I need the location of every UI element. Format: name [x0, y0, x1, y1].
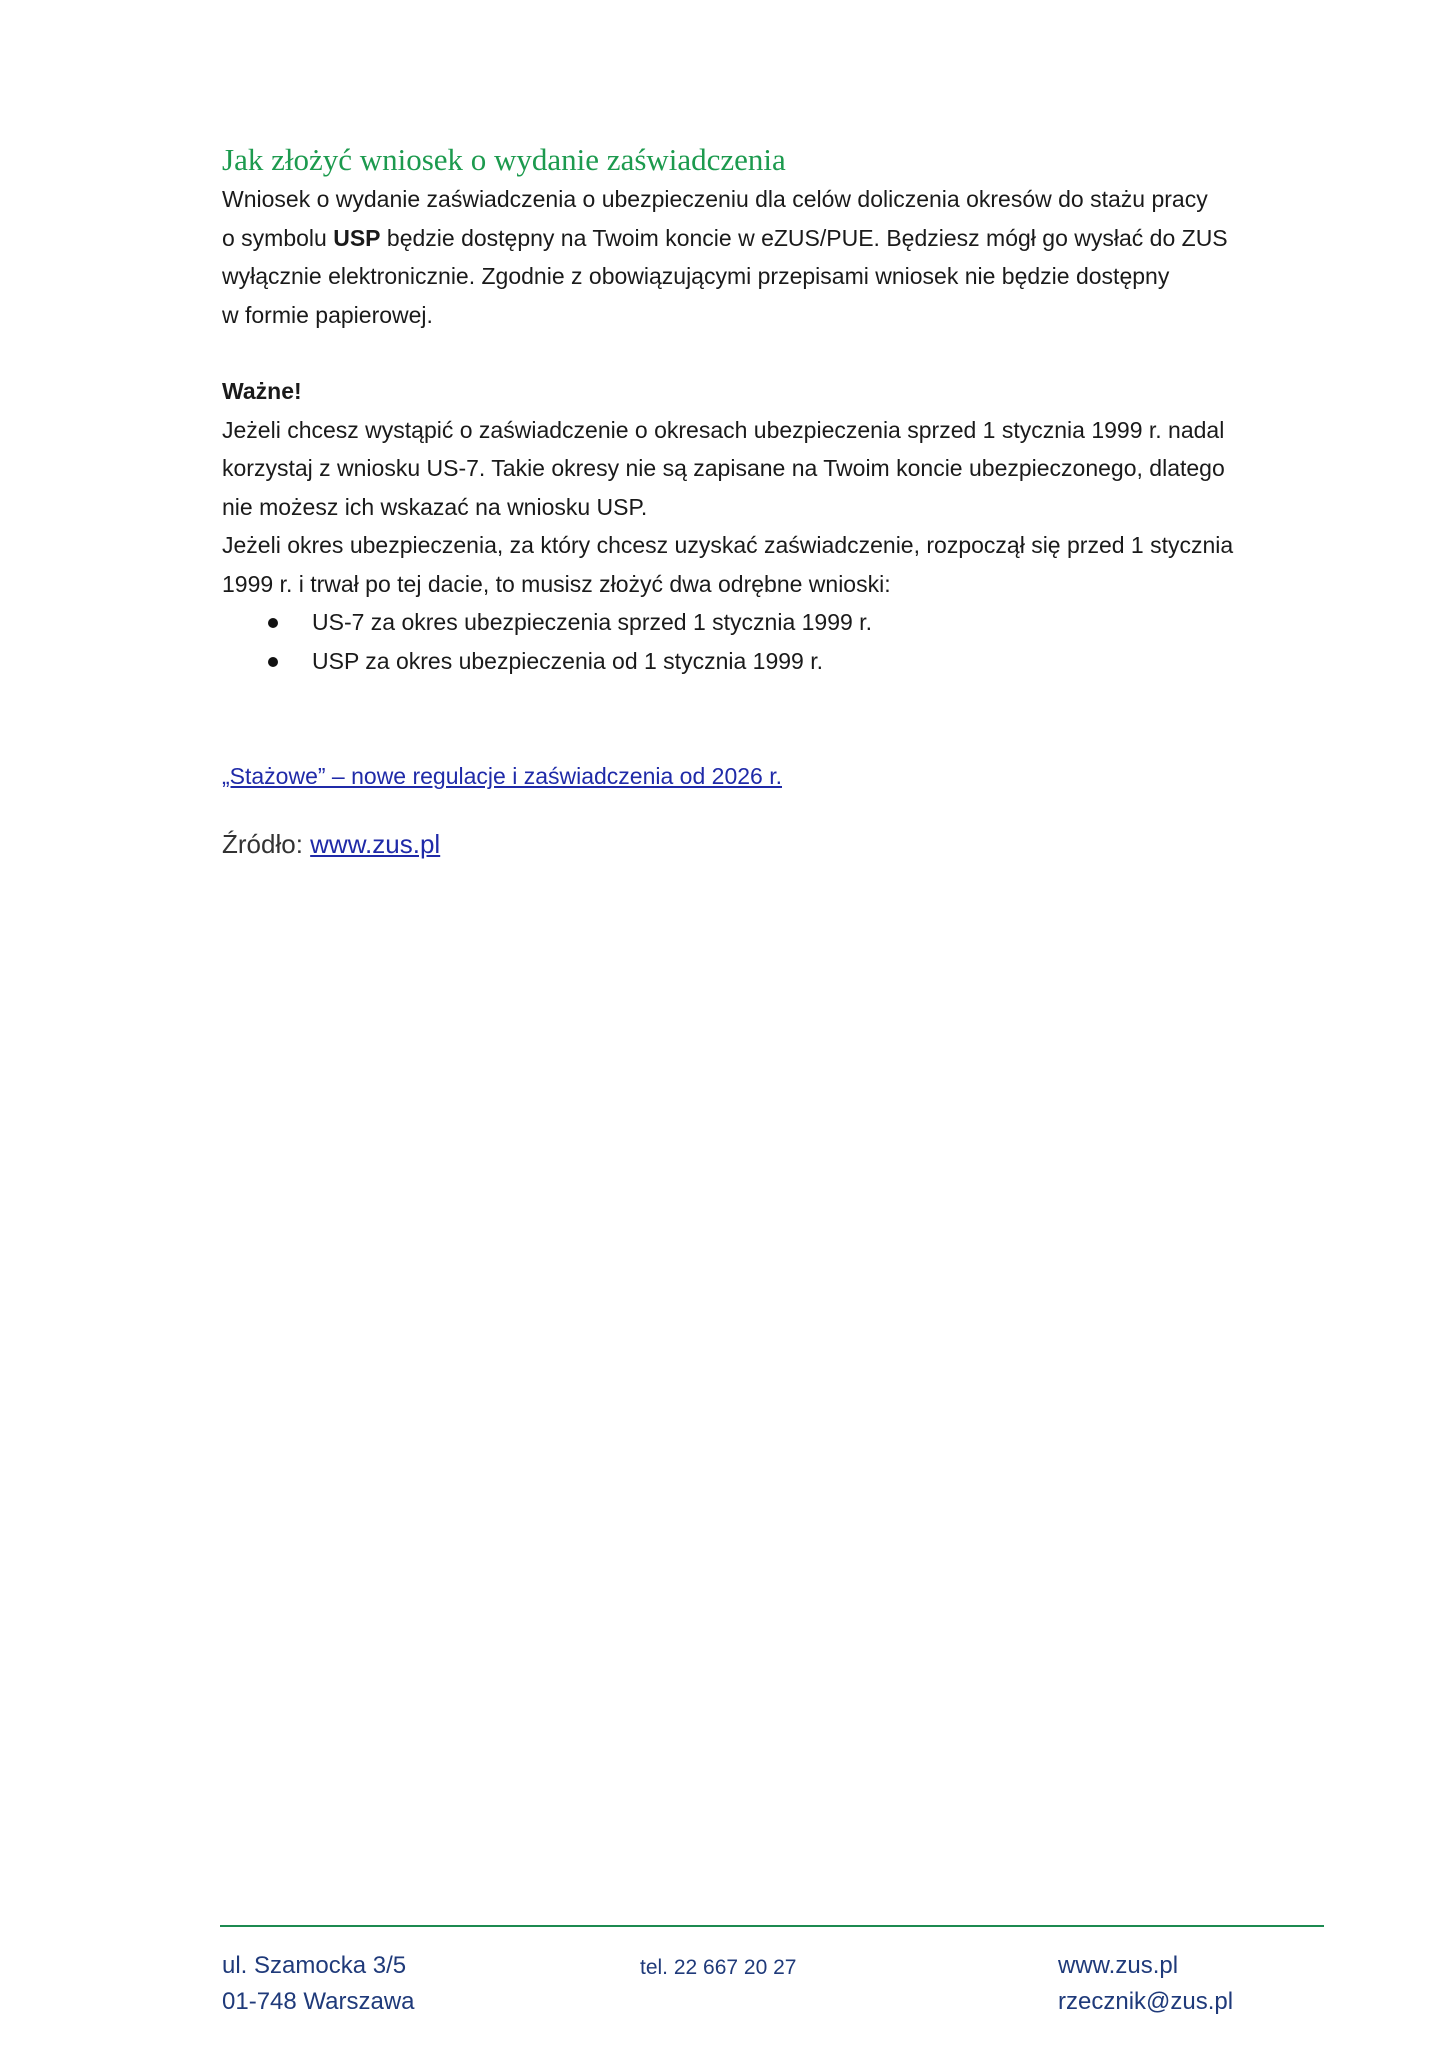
list-item-text: US-7 za okres ubezpieczenia sprzed 1 stycznia 1999 r. [312, 609, 872, 635]
footer-contact [1058, 1948, 1233, 2020]
bullet-icon [268, 618, 278, 628]
footer-street: ul. Szamocka 3/5 [222, 1952, 407, 1979]
list-item-text: USP za okres ubezpieczenia od 1 stycznia 1999 r. [312, 647, 823, 674]
list-item [222, 642, 1322, 681]
related-article [222, 757, 782, 795]
footer-email: rzecznik@zus.pl [1058, 1988, 1234, 2015]
footer-phone [640, 1950, 796, 1986]
important-label: Ważne! [222, 378, 302, 404]
usp-symbol: USP [333, 224, 381, 251]
intro-line-3: wyłącznie elektronicznie. Zgodnie z obowiązującymi przepisami wniosek nie będzie dostępny [222, 263, 1170, 289]
list-item [222, 603, 1322, 642]
footer-city: 01-748 Warszawa [222, 1988, 415, 2015]
footer-address [222, 1948, 415, 2020]
footer-divider [220, 1925, 1324, 1927]
spacer [222, 334, 1322, 372]
bullet-icon [268, 657, 278, 667]
footer-phone-text: tel. 22 667 20 27 [640, 1956, 797, 1979]
important-paragraph-2 [222, 526, 1322, 603]
related-article-link[interactable]: „Stażowe” – nowe regulacje i zaświadczenia od 2026 r. [222, 763, 782, 789]
main-content [222, 140, 1322, 680]
intro-line-1: Wniosek o wydanie zaświadczenia o ubezpieczeniu dla celów doliczenia okresów do stażu pracy [222, 186, 1208, 212]
important-paragraph-1 [222, 411, 1322, 527]
source-line [222, 826, 440, 862]
source-label: Źródło: [222, 829, 311, 859]
requests-list [222, 603, 1322, 680]
important-p2-line-1: Jeżeli okres ubezpieczenia, za który chcesz uzyskać zaświadczenie, rozpoczął się przed 1 stycznia [222, 532, 1234, 558]
important-p2-line-2: 1999 r. i trwał po tej dacie, to musisz złożyć dwa odrębne wnioski: [222, 570, 891, 597]
footer-web: www.zus.pl [1058, 1952, 1179, 1979]
intro-line-2-pre: o symbolu [222, 224, 334, 251]
source-link[interactable]: www.zus.pl [310, 829, 441, 859]
important-p1-line-2: korzystaj z wniosku US-7. Takie okresy nie są zapisane na Twoim koncie ubezpieczonego, dlatego [222, 455, 1225, 481]
intro-line-4: w formie papierowej. [222, 301, 433, 328]
intro-line-2-post: będzie dostępny na Twoim koncie w eZUS/PUE. Będziesz mógł go wysłać do ZUS [380, 224, 1228, 251]
important-p1-line-1: Jeżeli chcesz wystąpić o zaświadczenie o okresach ubezpieczenia sprzed 1 stycznia 1999 r. nadal [222, 416, 1225, 443]
intro-paragraph [222, 180, 1322, 334]
section-heading: Jak złożyć wniosek o wydanie zaświadczenia [222, 142, 786, 177]
important-p1-line-3: nie możesz ich wskazać na wniosku USP. [222, 493, 648, 520]
